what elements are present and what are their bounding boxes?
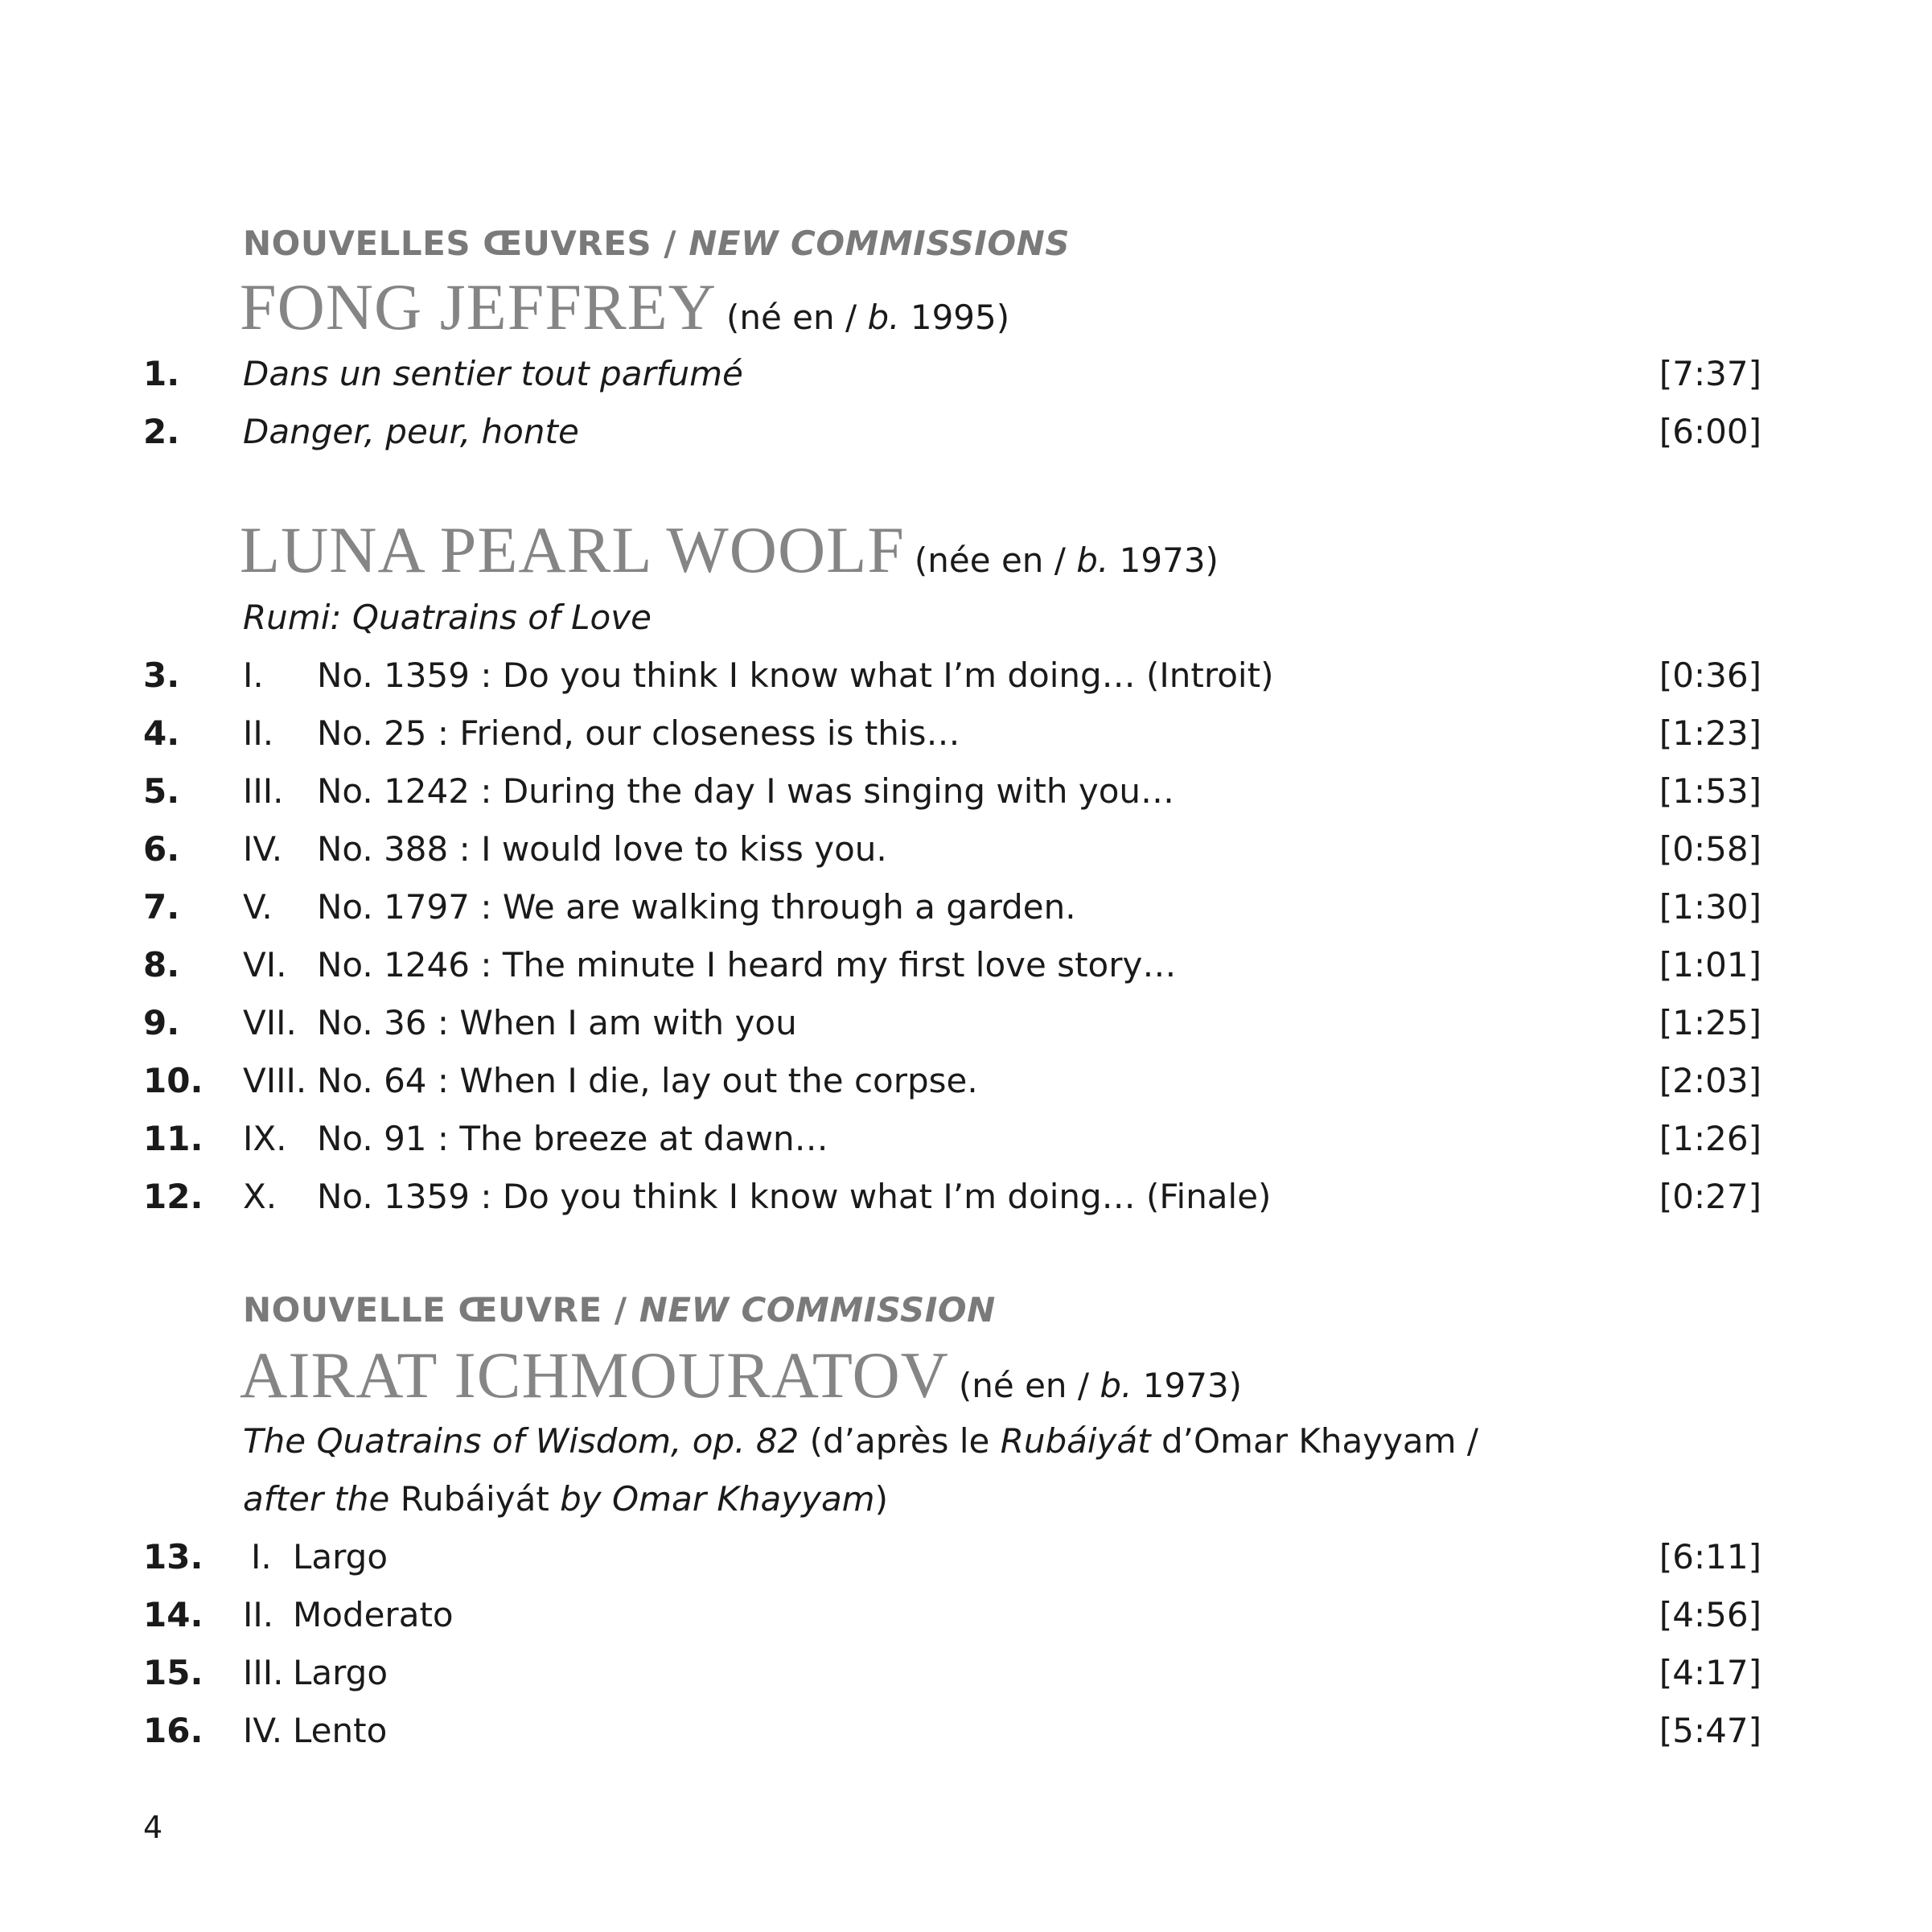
track-duration: [6:11]: [1659, 1537, 1761, 1576]
track-title: No. 91 : The breeze at dawn…: [317, 1119, 828, 1158]
track-number: 3.: [143, 656, 180, 695]
track-title: No. 1797 : We are walking through a garden.: [317, 887, 1076, 927]
page-number: 4: [143, 1810, 163, 1845]
track-title: No. 1359 : Do you think I know what I’m doing… (Finale): [317, 1177, 1272, 1216]
label-english: NEW COMMISSIONS: [689, 224, 1070, 263]
track-number: 14.: [143, 1595, 203, 1634]
track-row: [143, 1061, 1761, 1109]
track-number: 4.: [143, 713, 180, 753]
track-duration: [2:03]: [1659, 1061, 1761, 1100]
track-title: Largo: [293, 1653, 388, 1692]
track-row: [143, 656, 1761, 704]
movement-numeral: I.: [243, 656, 264, 695]
composer-name: FONG JEFFREY: [240, 270, 717, 343]
track-duration: [7:37]: [1659, 354, 1761, 393]
track-number: 8.: [143, 945, 180, 984]
track-title: No. 36 : When I am with you: [317, 1003, 797, 1042]
track-number: 11.: [143, 1119, 203, 1158]
track-number: 1.: [143, 354, 180, 393]
work-title: Rumi: Quatrains of Love: [243, 598, 652, 637]
track-duration: [1:25]: [1659, 1003, 1761, 1042]
work-title: The Quatrains of Wisdom, op. 82 (d’après le Rubáiyát d’Omar Khayyam /: [243, 1421, 1479, 1461]
track-row: [143, 1653, 1761, 1701]
track-duration: [1:01]: [1659, 945, 1761, 984]
track-duration: [0:58]: [1659, 829, 1761, 869]
section-label: [243, 1290, 996, 1330]
movement-numeral: III.: [243, 1653, 284, 1692]
section-label: [243, 224, 1070, 263]
track-row: [143, 713, 1761, 762]
track-duration: [6:00]: [1659, 412, 1761, 451]
label-french: NOUVELLES ŒUVRES /: [243, 224, 677, 263]
track-row: [143, 945, 1761, 993]
movement-numeral: II.: [243, 713, 274, 753]
track-row: [143, 1119, 1761, 1167]
movement-numeral: V.: [243, 887, 273, 927]
track-row: [143, 829, 1761, 878]
track-number: 9.: [143, 1003, 180, 1042]
track-duration: [1:23]: [1659, 713, 1761, 753]
track-number: 2.: [143, 412, 180, 451]
track-row: [143, 412, 1761, 460]
composer-name: LUNA PEARL WOOLF: [240, 513, 905, 586]
track-row: [143, 1177, 1761, 1225]
movement-numeral: I.: [251, 1537, 272, 1576]
track-number: 12.: [143, 1177, 203, 1216]
track-number: 15.: [143, 1653, 203, 1692]
composer-dates: (né en / b. 1973): [958, 1366, 1243, 1405]
track-row: [143, 1537, 1761, 1585]
composer-name: AIRAT ICHMOURATOV: [240, 1338, 949, 1412]
track-row: [143, 771, 1761, 820]
track-title: No. 25 : Friend, our closeness is this…: [317, 713, 960, 753]
track-duration: [1:26]: [1659, 1119, 1761, 1158]
track-title: No. 1359 : Do you think I know what I’m doing… (Introit): [317, 656, 1274, 695]
track-duration: [1:53]: [1659, 771, 1761, 811]
track-duration: [1:30]: [1659, 887, 1761, 927]
movement-numeral: VIII.: [243, 1061, 307, 1100]
track-title: Danger, peur, honte: [243, 412, 579, 451]
track-row: [143, 1003, 1761, 1051]
movement-numeral: II.: [243, 1595, 274, 1634]
track-title: No. 1246 : The minute I heard my first love story…: [317, 945, 1177, 984]
track-number: 6.: [143, 829, 180, 869]
movement-numeral: X.: [243, 1177, 277, 1216]
track-number: 7.: [143, 887, 180, 927]
composer-heading: [240, 512, 1219, 588]
composer-dates: (née en / b. 1973): [914, 541, 1219, 580]
track-duration: [4:17]: [1659, 1653, 1761, 1692]
track-title: No. 1242 : During the day I was singing with you…: [317, 771, 1175, 811]
track-title: Dans un sentier tout parfumé: [243, 354, 743, 393]
track-row: [143, 1711, 1761, 1759]
track-row: [143, 887, 1761, 935]
track-number: 13.: [143, 1537, 203, 1576]
track-duration: [5:47]: [1659, 1711, 1761, 1750]
track-row: [143, 354, 1761, 402]
track-title: Moderato: [293, 1595, 454, 1634]
movement-numeral: VI.: [243, 945, 287, 984]
track-row: [143, 1595, 1761, 1643]
movement-numeral: IX.: [243, 1119, 287, 1158]
track-title: Largo: [293, 1537, 388, 1576]
track-title: No. 388 : I would love to kiss you.: [317, 829, 887, 869]
track-number: 5.: [143, 771, 180, 811]
track-title: Lento: [293, 1711, 388, 1750]
composer-heading: [240, 269, 1009, 345]
composer-heading: [240, 1338, 1242, 1413]
movement-numeral: VII.: [243, 1003, 297, 1042]
track-duration: [0:27]: [1659, 1177, 1761, 1216]
label-english: NEW COMMISSION: [639, 1290, 996, 1330]
work-title-continued: after the Rubáiyát by Omar Khayyam): [243, 1479, 888, 1519]
movement-numeral: III.: [243, 771, 284, 811]
label-french: NOUVELLE ŒUVRE /: [243, 1290, 627, 1330]
track-number: 10.: [143, 1061, 203, 1100]
movement-numeral: IV.: [243, 1711, 283, 1750]
track-duration: [0:36]: [1659, 656, 1761, 695]
track-number: 16.: [143, 1711, 203, 1750]
track-duration: [4:56]: [1659, 1595, 1761, 1634]
track-title: No. 64 : When I die, lay out the corpse.: [317, 1061, 978, 1100]
composer-dates: (né en / b. 1995): [726, 298, 1010, 337]
movement-numeral: IV.: [243, 829, 283, 869]
